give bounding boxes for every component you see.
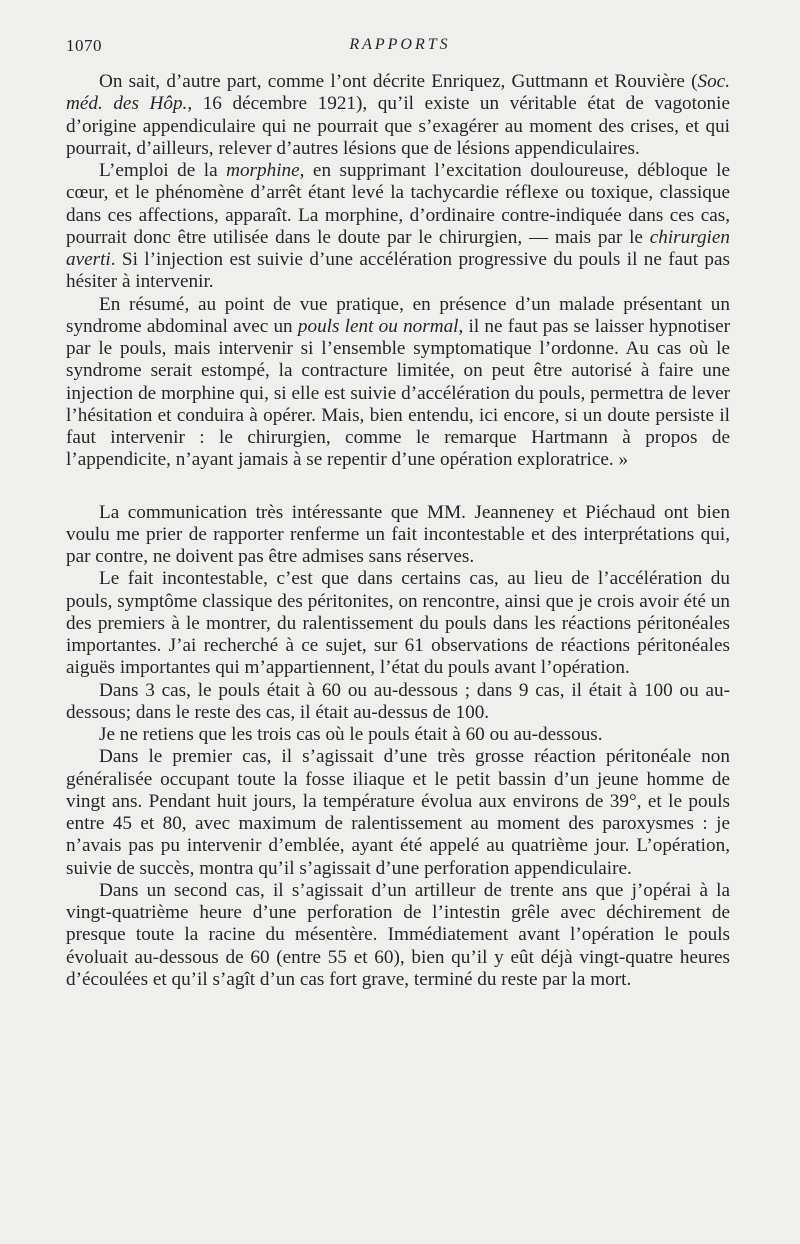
running-title: RAPPORTS	[349, 36, 451, 53]
paragraph	[66, 568, 730, 679]
paragraph-text: Dans le premier cas, il s’agissait d’une très grosse réaction péritonéale non généralisée occupant toute la fosse iliaque et le petit bassin d’un jeune homme de vingt ans. Pendant huit jours, la température évolua aux environs de 39°, et le pouls entre 45 et 80, avec maximum de ralentissement au moment des paroxysmes : je n’avais pas pu intervenir d’emblée, ayant été appelé au quatrième jour. L’opération, suivie de succès, montra qu’il s’agissait d’une perforation appendiculaire.	[66, 746, 730, 879]
paragraph-text: Dans 3 cas, le pouls était à 60 ou au-dessous ; dans 9 cas, il était à 100 ou au-dessous; dans le reste des cas, il était au-dessus de 100.	[66, 679, 730, 723]
italic-text: chirurgien averti	[66, 226, 730, 270]
paragraph	[66, 724, 730, 746]
paragraph-text: Le fait incontestable, c’est que dans certains cas, au lieu de l’accélération du pouls, symptôme classique des péritonites, on rencontre, ainsi que je crois avoir été un des premiers à le montrer, du ralentissement du pouls dans les réactions péritonéales importantes. J’ai recherché à ce sujet, sur 61 observations de réactions péritonéales aiguës importantes qui m’appartiennent, l’état du pouls avant l’opération.	[66, 568, 730, 679]
paragraph-text: Je ne retiens que les trois cas où le pouls était à 60 ou au-dessous.	[99, 724, 603, 745]
paragraph	[66, 502, 730, 569]
paragraph-text: , en supprimant l’excitation douloureuse, débloque le cœur, et le phénomène d’arrêt étant levé la tachycardie réflexe ou toxique, classique dans ces affections, apparaît. La morphine, d’ordinaire contre-indiquée dans ces cas, pourrait donc être utilisée dans le doute par le chirurgien, — mais par le	[66, 160, 730, 248]
body-text	[66, 71, 730, 991]
paragraph-text: En résumé, au point de vue pratique, en présence d’un malade présentant un syndrome abdominal avec un	[66, 293, 730, 337]
paragraph	[66, 160, 730, 294]
paragraph-text: , 16 décembre 1921), qu’il existe un véritable état de vagotonie d’origine appendiculaire qui ne pourrait que s’exagérer au moment des crises, et qui pourrait, d’ailleurs, relever d’autres lésions que de lésions appendiculaires.	[66, 93, 730, 159]
italic-text: morphine	[226, 160, 300, 181]
paragraph	[66, 680, 730, 725]
paragraph-text: On sait, d’autre part, comme l’ont décrite Enriquez, Guttmann et Rouvière (	[99, 71, 698, 92]
paragraph	[66, 294, 730, 472]
paragraph-text: L’emploi de la	[99, 160, 227, 181]
page-header	[66, 32, 734, 62]
paragraph	[66, 746, 730, 880]
page-number: 1070	[66, 36, 102, 55]
italic-text: pouls lent ou normal	[297, 315, 459, 337]
paragraph-text: , il ne faut pas se laisser hypnotiser par le pouls, mais intervenir si l’ensemble symptomatique l’ordonne. Au cas où le syndrome serait estompé, la contracture limitée, on peut être autorisé à faire une injection de morphine qui, si elle est suivie d’accélération du pouls, permettra de lever l’hésitation et conduira à opérer. Mais, bien entendu, ici encore, si un doute persiste il faut intervenir : le chirurgien, comme le remarque Hartmann à propos de l’appendicite, n’ayant jamais à se repentir d’une opération exploratrice. »	[66, 315, 730, 471]
paragraph-text: La communication très intéressante que MM. Jeanneney et Piéchaud ont bien voulu me prier de rapporter renferme un fait incontestable et des interprétations qui, par contre, ne doivent pas être admises sans réserves.	[66, 501, 730, 567]
paragraph	[66, 71, 730, 160]
paragraph-text: . Si l’injection est suivie d’une accélération progressive du pouls il ne faut pas hésiter à intervenir.	[66, 249, 730, 293]
paragraph	[66, 880, 730, 991]
paragraph-text: Dans un second cas, il s’agissait d’un artilleur de trente ans que j’opérai à la vingt-quatrième heure d’une perforation de l’intestin grêle avec déchirement de presque toute la racine du mésentère. Immédiatement avant l’opération le pouls évoluait au-dessous de 60 (entre 55 et 60), bien qu’il y eût déjà vingt-quatre heures d’écoulées et qu’il s’agît d’un cas fort grave, terminé du reste par la mort.	[66, 879, 730, 990]
italic-text: Soc. méd. des Hôp.	[66, 71, 730, 115]
